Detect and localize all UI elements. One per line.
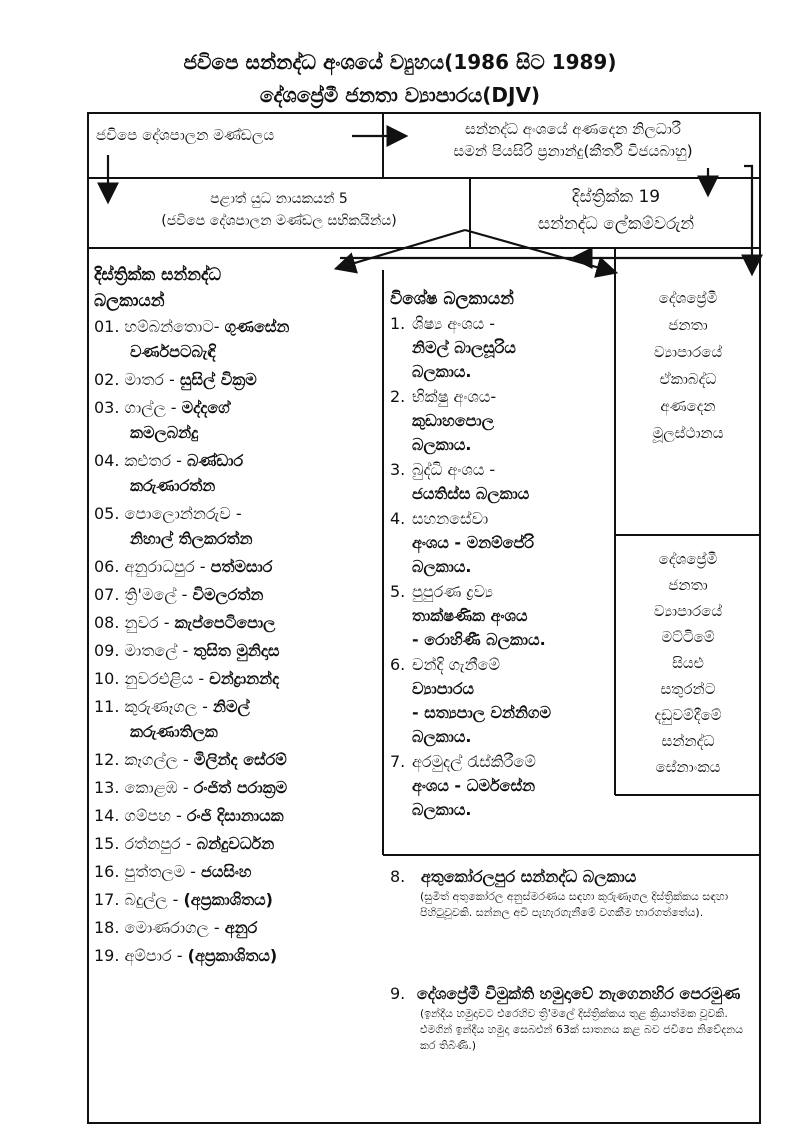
district-leader: මිලින්ද සේරම් (193, 750, 287, 769)
page-subtitle: දේශප්‍රේමී ජනතා ව්‍යාපාරය(DJV) (259, 83, 541, 107)
special-name: නිමල් බාලසූරිය (412, 338, 516, 357)
item9-note: (ඉන්දීය හමුදාවට එරෙහිව ත්‍රි'මලේ දිස්ත්‍රික්කය තුළ ක්‍රියාත්මක වූවකි. එමගින් ඉන්දීය හමුදා සෙබළුන් 63ක් ඝාතනය කළ බව ජවිපෙ නිවේදනය කර තිබිණි.) (420, 1007, 744, 1052)
district-leader: චන්ද්‍රානන්ද (209, 669, 280, 688)
district-place: හම්බන්තොට- (124, 317, 220, 336)
district-number: 15. (94, 834, 120, 853)
district-forces-heading-line1: දිස්ත්‍රික්ක සන්නද්ධ (94, 265, 222, 285)
district-number: 08. (94, 613, 120, 632)
joint-command-hq-text (618, 285, 758, 447)
district-item (94, 943, 380, 968)
district-item (94, 554, 380, 579)
district-place: නුවරඑළිය - (124, 669, 205, 688)
district-number: 02. (94, 370, 120, 389)
special-head: පුපුරණ ද්‍රව්‍ය (412, 582, 493, 601)
district-place: ගාල්ල - (124, 398, 177, 417)
district-leader-cont: කරුණාතිලක (130, 722, 218, 741)
punishment-line: දඩුවම්දීමේ (654, 706, 722, 724)
district-number: 01. (94, 317, 120, 336)
district-number: 16. (94, 862, 120, 881)
hq-line: දේශප්‍රේමී (658, 289, 718, 307)
district-secretaries-label: සන්නද්ධ ලේකම්වරුන් (537, 214, 695, 234)
district-number: 05. (94, 504, 120, 523)
district-item (94, 638, 380, 663)
special-forces-list (390, 312, 612, 822)
special-item (390, 750, 612, 822)
provincial-leaders-box (92, 188, 466, 232)
district-item (94, 501, 380, 551)
provincial-leaders-note: (ජවිපෙ දේශපාලන මණ්ඩල සභිකයින්ය) (161, 213, 397, 229)
item9-number: 9. (390, 984, 406, 1003)
district-place: බදුල්ල - (124, 890, 179, 909)
district-leader: පත්මසාර (210, 557, 273, 576)
special-tail: බලකාය. (412, 435, 472, 454)
hq-line: ඒකාබද්ධ (659, 370, 717, 388)
hq-line: අණදෙන (660, 397, 716, 415)
special-name: අංශය - මනම්පේරි (412, 533, 535, 552)
special-number: 5. (390, 582, 406, 601)
special-tail: බලකාය. (412, 557, 472, 576)
special-name: තාක්ෂණික අංශය (412, 606, 528, 625)
special-forces-section (390, 286, 612, 823)
hq-line: ජනතා (668, 316, 708, 334)
special-head: බුද්ධි අංශය - (412, 460, 496, 479)
district-place: නුවර - (124, 613, 170, 632)
special-number: 2. (390, 387, 406, 406)
special-name: ව්‍යාපාරය (412, 679, 474, 698)
page-title: ජවිපෙ සන්නද්ධ අංශයේ ව්‍යුහය(1986 සිට 1989) (183, 50, 617, 74)
district-place: මාතර - (124, 370, 175, 389)
district-number: 11. (94, 697, 120, 716)
district-leader: බන්දුවර්ධන (196, 834, 275, 853)
district-number: 14. (94, 806, 120, 825)
district-number: 13. (94, 778, 120, 797)
district-forces-list (94, 314, 380, 968)
special-item (390, 580, 612, 652)
district-leader: ගුණසේන (224, 317, 290, 336)
special-number: 3. (390, 460, 406, 479)
special-number: 6. (390, 655, 406, 674)
district-item (94, 666, 380, 691)
district-secretaries-title: දිස්ත්‍රික්ක 19 (571, 187, 661, 207)
district-leader: (අප්‍රකාශිතය) (187, 946, 278, 965)
district-place: අනුරාධපුර - (124, 557, 206, 576)
district-item (94, 859, 380, 884)
district-item (94, 448, 380, 498)
district-leader: කැප්පෙටිපොල (174, 613, 276, 632)
district-item (94, 395, 380, 445)
punishment-line: දේශප්‍රේමී (658, 550, 718, 568)
district-leader-cont: වර්ණපටබැඳි (130, 342, 216, 361)
district-leader-cont: කමලබන්දු (130, 423, 199, 442)
district-item (94, 367, 380, 392)
punishment-line: සේනාංකය (655, 758, 721, 776)
district-number: 18. (94, 918, 120, 937)
district-leader-cont: නිහාල් තිලකරත්න (130, 529, 253, 548)
district-leader: රංජි දිසානායක (186, 806, 284, 825)
district-item (94, 775, 380, 800)
commander-box (390, 118, 756, 162)
district-place: කුරුණෑගල - (124, 697, 208, 716)
special-number: 4. (390, 509, 406, 528)
punishment-unit-text (618, 546, 758, 780)
district-leader: රංජිත් පරාක්‍රම (193, 778, 288, 797)
district-number: 06. (94, 557, 120, 576)
punishment-unit-box (618, 546, 758, 780)
commander-name: සමන් පියසිරි ප්‍රනාන්දු(කීර්ති විජයබාහු) (453, 142, 693, 160)
district-place: රත්නපුර - (124, 834, 192, 853)
district-leader: විමලරත්න (192, 585, 264, 604)
district-place: පොලොන්නරුව - (124, 504, 242, 523)
district-number: 04. (94, 451, 120, 470)
item8-note: (සුමිත් අතුකෝරල අනුස්මරණය සඳහා කුරුණෑගල දිස්ත්‍රික්කය සඳහා පිහිටුවූවකි. සන්නල අවි පැහැරගැනීමේ වගකීම භාරගත්තේය). (420, 890, 729, 919)
special-name: කුඩාහපොල (412, 411, 494, 430)
punishment-line: මට්ටිමේ (661, 628, 715, 646)
district-number: 09. (94, 641, 120, 660)
district-leader: අනුර (224, 918, 258, 937)
district-item (94, 831, 380, 856)
special-item (390, 385, 612, 457)
special-name: ජයතිස්ස බලකාය (412, 484, 530, 503)
district-item (94, 915, 380, 940)
district-place: අම්පාර - (124, 946, 183, 965)
special-head: අරමුදල් රැස්කිරීමේ (412, 752, 536, 771)
district-secretaries-box (476, 184, 756, 238)
politburo-box (96, 124, 356, 146)
special-tail: - රොහිණී බලකාය. (412, 630, 546, 649)
special-item (390, 507, 612, 579)
punishment-line: සතුරන්ට (660, 680, 716, 698)
district-place: මොණරාගල - (124, 918, 220, 937)
hq-line: මූලස්ථානය (652, 424, 724, 442)
politburo-label: ජවිපෙ දේශපාලන මණ්ඩලය (96, 126, 275, 144)
district-leader: සුසිල් වික්‍රම (179, 370, 257, 389)
provincial-leaders-title: පළාත් යුධ නායකයන් 5 (210, 191, 348, 207)
special-item (390, 458, 612, 506)
district-number: 03. (94, 398, 120, 417)
district-number: 07. (94, 585, 120, 604)
district-item (94, 610, 380, 635)
district-place: කෑගල්ල - (124, 750, 189, 769)
district-item (94, 803, 380, 828)
special-head: ශිෂ්‍ය අංශය - (412, 314, 496, 333)
district-number: 19. (94, 946, 120, 965)
special-forces-heading: විශේෂ බලකායන් (390, 289, 514, 309)
item8-title: අතුකෝරලපුර සන්නද්ධ බලකාය (420, 867, 637, 886)
district-place: කළුතර - (124, 451, 182, 470)
district-place: ත්‍රි'මලේ - (124, 585, 188, 604)
special-number: 7. (390, 752, 406, 771)
hq-line: ව්‍යාපාරයේ (653, 343, 723, 361)
district-item (94, 582, 380, 607)
district-number: 17. (94, 890, 120, 909)
special-head: භික්ෂු අංශය- (412, 387, 497, 406)
district-item (94, 314, 380, 364)
punishment-line: සියළු (672, 654, 704, 672)
special-head: සහනසේවා (412, 509, 489, 528)
joint-command-hq-box (618, 285, 758, 447)
district-item (94, 747, 380, 772)
district-number: 12. (94, 750, 120, 769)
special-tail: බලකාය. (412, 800, 472, 819)
item8-number: 8. (390, 867, 406, 886)
district-place: පුත්තලම - (124, 862, 196, 881)
punishment-line: ජනතා (668, 576, 708, 594)
district-leader: බණ්ඩාර (186, 451, 244, 470)
district-item (94, 694, 380, 744)
district-leader: (අප්‍රකාශිතය) (183, 890, 273, 909)
district-leader: තුසිත මුනිදාස (193, 641, 280, 660)
district-forces-section (94, 262, 380, 971)
item9-title: දේශප්‍රේමී විමුක්ති හමුදාවේ නැගෙනහිර පෙරමුණ (416, 984, 741, 1003)
district-place: කොළඹ - (124, 778, 189, 797)
district-forces-heading-line2: බලකායන් (94, 291, 165, 311)
special-tail: බලකාය. (412, 362, 472, 381)
district-place: ගම්පහ - (124, 806, 182, 825)
district-forces-heading (94, 262, 380, 314)
special-item (390, 312, 612, 384)
district-leader: නිමල් (212, 697, 250, 716)
atukorala-force-block (390, 865, 756, 921)
special-number: 1. (390, 314, 406, 333)
punishment-line: සන්නද්ධ (661, 732, 715, 750)
district-leader: ජයසිංහ (201, 862, 252, 881)
district-place: මාතලේ - (124, 641, 189, 660)
special-tail: - සත්‍යපාල වන්නිගම බලකාය. (412, 703, 551, 746)
district-leader-cont: කරුණාරත්න (130, 476, 216, 495)
district-leader: මද්දගේ (181, 398, 230, 417)
special-name: අංශය - ධර්මසේන (412, 776, 536, 795)
commander-title: සන්නද්ධ අංශයේ අණදෙන නිලධාරී (465, 120, 681, 138)
special-head: චන්දි ගැනීමේ (412, 655, 500, 674)
district-item (94, 887, 380, 912)
district-number: 10. (94, 669, 120, 688)
special-item (390, 653, 612, 749)
punishment-line: ව්‍යාපාරයේ (653, 602, 723, 620)
eastern-front-block (390, 982, 756, 1054)
